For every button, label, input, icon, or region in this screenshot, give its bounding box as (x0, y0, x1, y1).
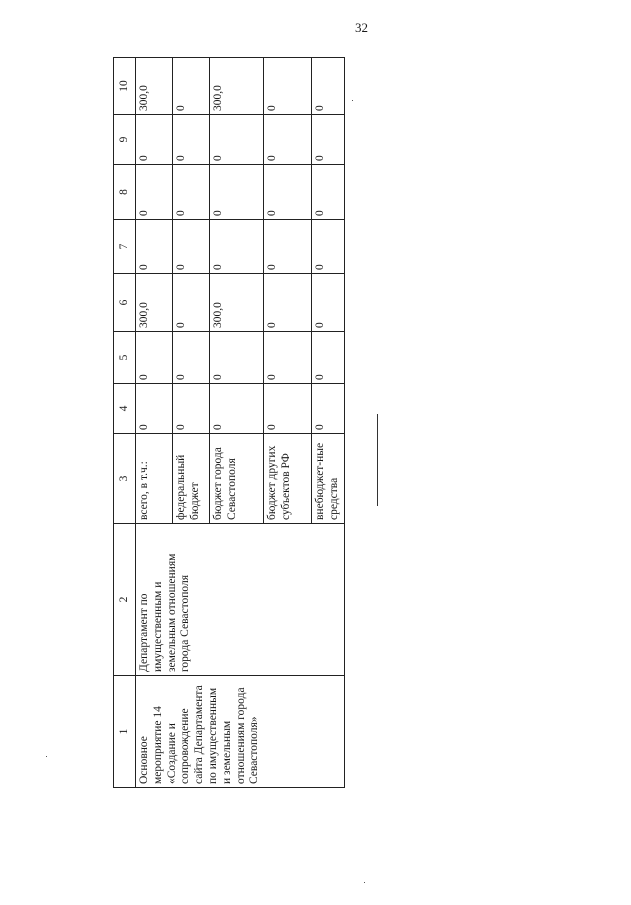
col-header: 9 (114, 115, 136, 165)
rotated-table-container (113, 58, 341, 788)
value-cell: 0 (264, 58, 312, 115)
value-cell: 300,0 (136, 58, 173, 115)
col-header: 2 (114, 524, 136, 676)
value-cell: 0 (312, 165, 345, 220)
source-cell: всего, в т.ч.: (136, 434, 173, 524)
source-cell: бюджет других субъектов РФ (264, 434, 312, 524)
value-cell: 0 (136, 165, 173, 220)
value-cell: 0 (210, 220, 264, 274)
col-header: 8 (114, 165, 136, 220)
value-cell: 0 (312, 115, 345, 165)
executor-cell: Департамент по имущественным и земельным отношениям города Севастополя (136, 524, 345, 676)
col-header: 7 (114, 220, 136, 274)
value-cell: 0 (210, 165, 264, 220)
page-number: 32 (355, 20, 368, 35)
col-header: 5 (114, 332, 136, 384)
value-cell: 0 (264, 220, 312, 274)
table-row (136, 58, 173, 788)
value-cell: 0 (136, 332, 173, 384)
scan-speck (364, 882, 365, 883)
scan-divider-line (377, 414, 378, 506)
value-cell: 0 (312, 384, 345, 434)
value-cell: 0 (173, 384, 210, 434)
source-cell: федеральный бюджет (173, 434, 210, 524)
value-cell: 0 (136, 115, 173, 165)
measure-cell: Основное мероприятие 14 «Создание и сопровождение сайта Департамента по имущественным и земельным отношениям города Севастополя» (136, 676, 345, 788)
value-cell: 0 (173, 220, 210, 274)
header-row (114, 58, 136, 788)
value-cell: 0 (136, 220, 173, 274)
value-cell: 0 (312, 332, 345, 384)
value-cell: 0 (173, 115, 210, 165)
value-cell: 300,0 (210, 58, 264, 115)
value-cell: 0 (173, 165, 210, 220)
source-cell: внебюджет-ные средства (312, 434, 345, 524)
value-cell: 0 (264, 165, 312, 220)
value-cell: 0 (264, 332, 312, 384)
value-cell: 0 (173, 58, 210, 115)
col-header: 4 (114, 384, 136, 434)
value-cell: 0 (210, 115, 264, 165)
value-cell: 0 (210, 332, 264, 384)
value-cell: 0 (312, 274, 345, 332)
value-cell: 0 (312, 220, 345, 274)
col-header: 6 (114, 274, 136, 332)
scan-speck (46, 756, 47, 757)
value-cell: 0 (264, 384, 312, 434)
source-cell: бюджет города Севастополя (210, 434, 264, 524)
value-cell: 0 (264, 274, 312, 332)
col-header: 3 (114, 434, 136, 524)
value-cell: 0 (136, 384, 173, 434)
value-cell: 0 (173, 274, 210, 332)
value-cell: 300,0 (136, 274, 173, 332)
value-cell: 0 (312, 58, 345, 115)
value-cell: 0 (173, 332, 210, 384)
col-header: 10 (114, 58, 136, 115)
value-cell: 0 (210, 384, 264, 434)
scan-speck (352, 100, 353, 101)
value-cell: 0 (264, 115, 312, 165)
col-header: 1 (114, 676, 136, 788)
value-cell: 300,0 (210, 274, 264, 332)
budget-table (113, 57, 345, 788)
